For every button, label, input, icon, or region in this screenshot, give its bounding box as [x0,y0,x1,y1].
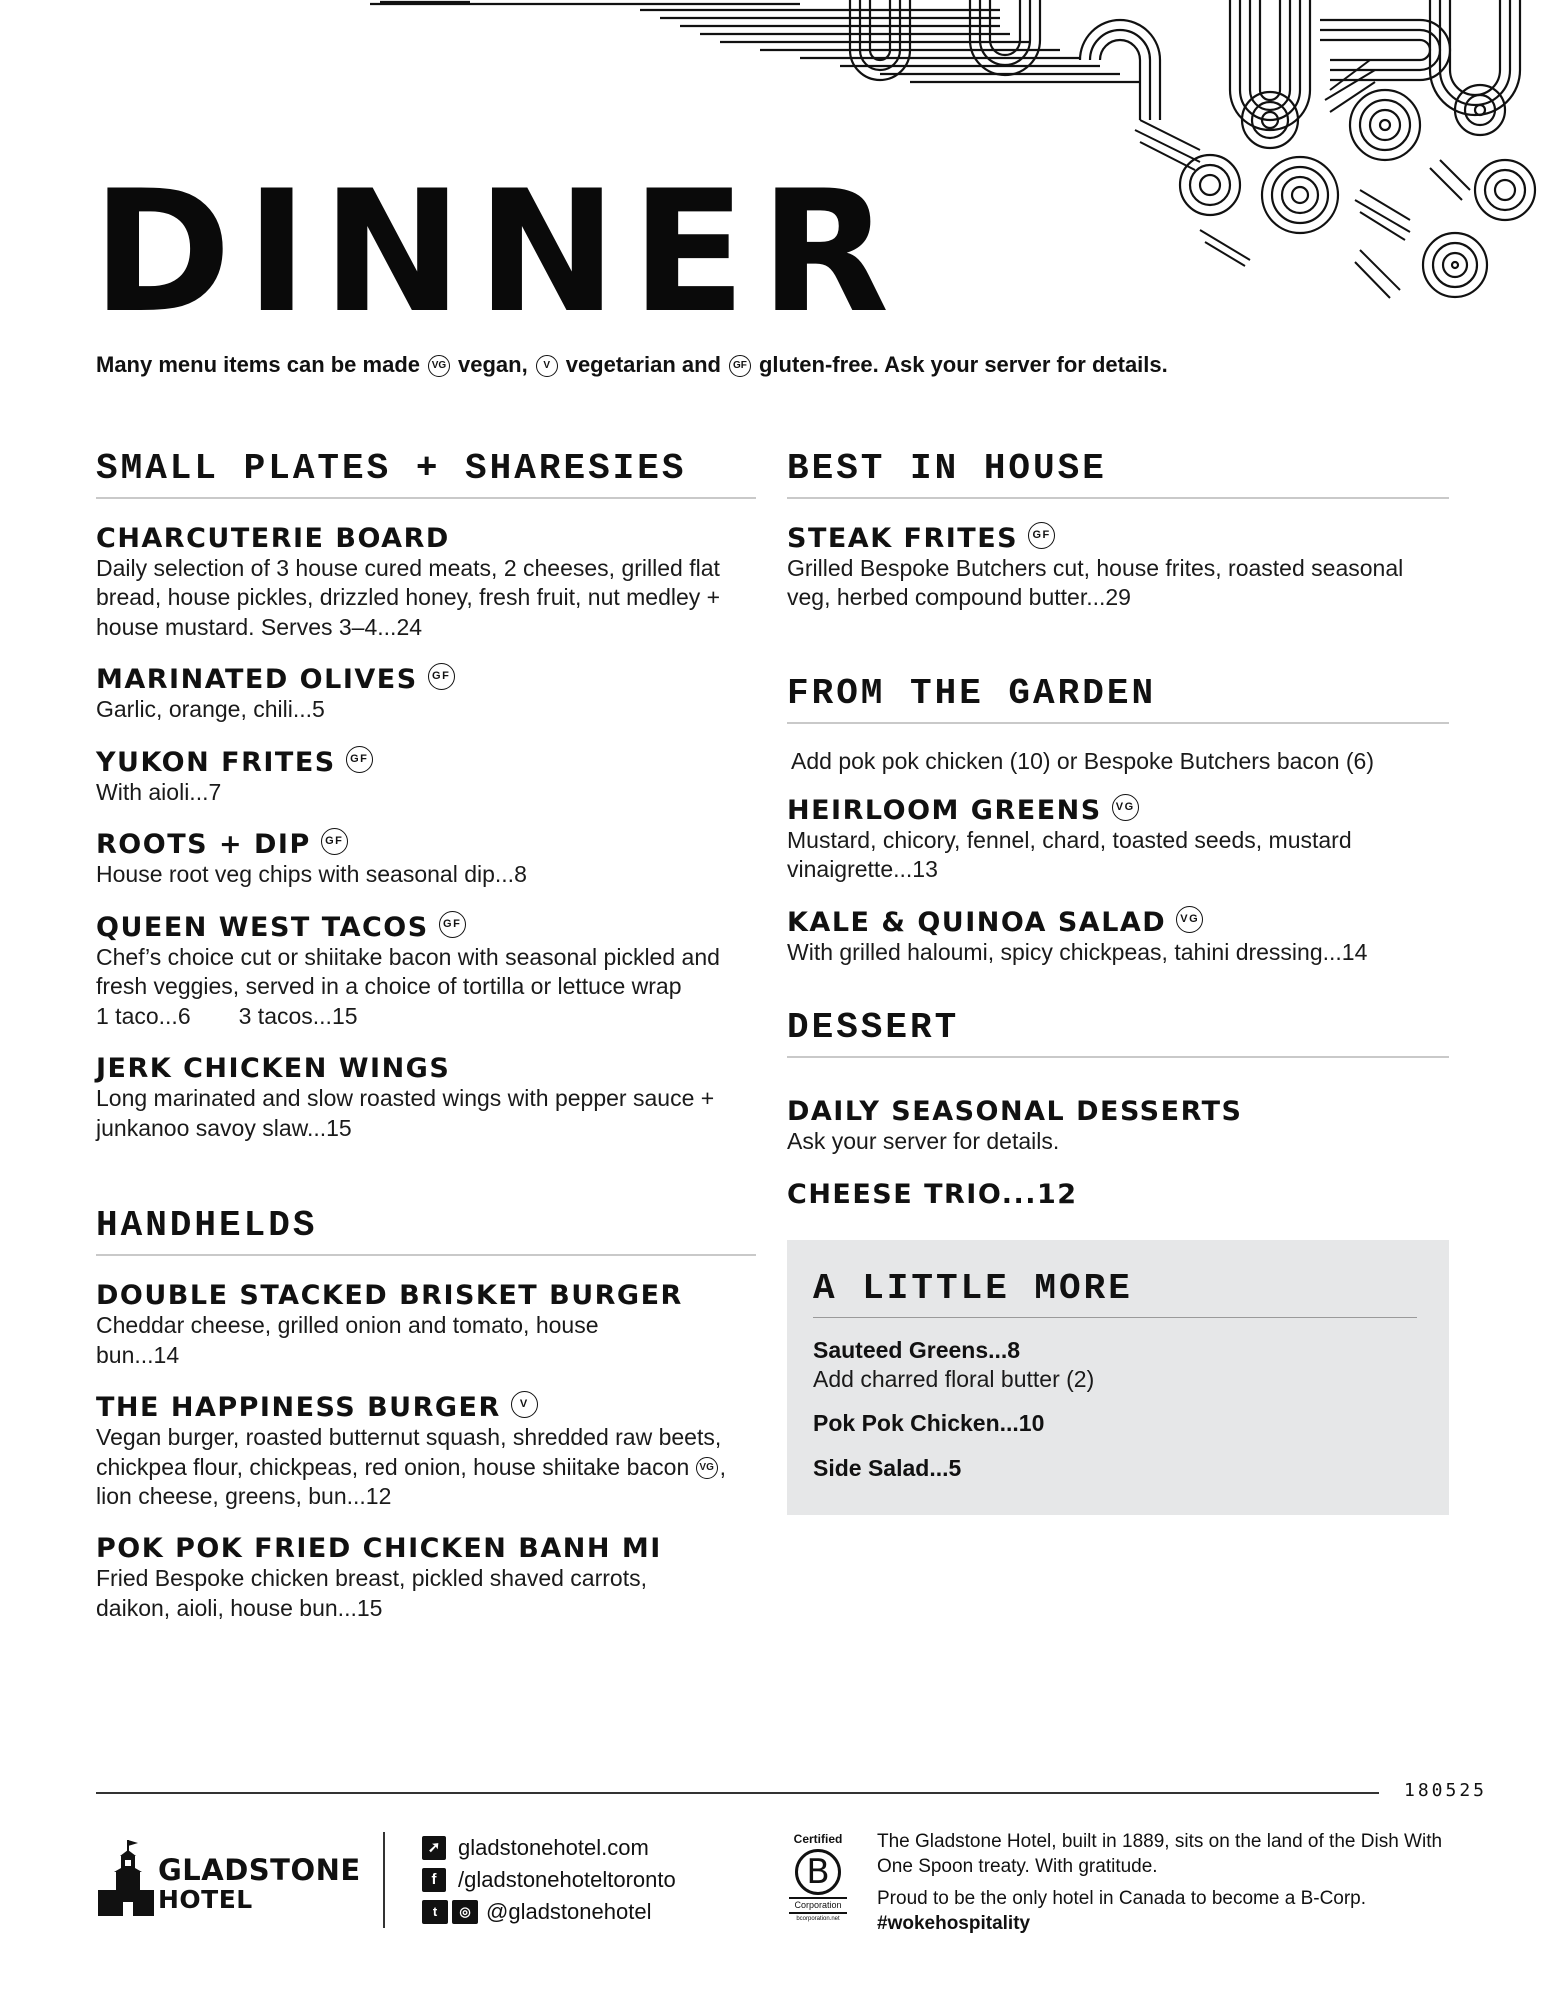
item-description: With aioli...7 [96,778,222,805]
vegan-icon: VG [1176,906,1203,933]
intro-text: gluten-free. Ask your server for details. [758,352,1168,377]
section-dessert [787,1007,1449,1210]
item-description: Long marinated and slow roasted wings with pepper sauce + junkanoo savoy slaw...15 [96,1085,715,1141]
menu-item [96,1533,756,1623]
menu-item [96,747,756,807]
item-name [96,1392,756,1423]
gladstone-logo [96,1838,361,1918]
section-heading: HANDHELDS [96,1205,756,1256]
item-description: Chef’s choice cut or shiitake bacon with seasonal pickled and fresh veggies, served in a choice of tortilla or lettuce wrap [96,943,720,1000]
side-description: Add charred floral butter (2) [813,1365,1095,1392]
menu-item [96,1280,756,1370]
section-handhelds [96,1205,756,1623]
gluten-free-icon: GF [1028,522,1055,549]
item-name-text: QUEEN WEST TACOS [96,911,429,943]
item-name-text: ROOTS + DIP [96,829,311,861]
item-name-text: STEAK FRITES [787,523,1019,554]
website-text: gladstonehotel.com [458,1835,649,1860]
item-name [96,747,756,778]
facebook-icon: f [422,1868,446,1892]
facebook-text: /gladstonehoteltoronto [458,1867,676,1892]
section-heading: SMALL PLATES + SHARESIES [96,448,756,499]
side-name: Sauteed Greens...8 [813,1336,1021,1363]
item-description-text: Vegan burger, roasted butternut squash, shredded raw beets, chickpea flour, chickpeas, red onion, house shiitake bacon [96,1424,722,1480]
cursor-icon: ➚ [422,1836,446,1860]
bcorp-corporation: Corporation [789,1897,847,1914]
section-heading: DESSERT [787,1007,1449,1058]
gluten-free-icon: GF [346,746,373,773]
bcorp-b-icon: B [795,1849,841,1895]
item-name [787,795,1449,826]
item-description: Cheddar cheese, grilled onion and tomato, house bun...14 [96,1312,599,1368]
menu-item [787,523,1449,613]
item-name: DOUBLE STACKED BRISKET BURGER [96,1280,683,1312]
item-name-text: THE HAPPINESS BURGER [96,1392,501,1424]
menu-item [96,1392,756,1511]
section-from-the-garden [787,673,1449,967]
intro-text: vegetarian and [565,352,721,377]
item-description: Fried Bespoke chicken breast, pickled shaved carrots, daikon, aioli, house bun...15 [96,1565,647,1621]
menu-item [96,1053,756,1143]
item-name [96,829,756,860]
item-description [96,1423,756,1511]
item-description: With grilled haloumi, spicy chickpeas, tahini dressing...14 [787,938,1368,965]
bcorp-url: bcorporation.net [796,1916,840,1922]
item-name [96,912,756,943]
bcorp-badge [789,1832,847,1922]
vegan-icon: VG [1112,794,1139,821]
social-links [422,1832,676,1928]
menu-item [96,912,756,1031]
instagram-twitter-link[interactable] [422,1896,676,1928]
item-name: CHEESE TRIO...12 [787,1178,1078,1210]
vegetarian-icon: V [511,1391,538,1418]
facebook-link[interactable] [422,1864,676,1896]
section-small-plates [96,448,756,1143]
side-item [813,1454,1417,1483]
side-item [813,1409,1417,1438]
item-name: JERK CHICKEN WINGS [96,1053,451,1085]
item-name: DAILY SEASONAL DESSERTS [787,1096,1243,1128]
dietary-intro [96,352,1168,378]
logo-line2: HOTEL [158,1885,253,1914]
gluten-free-icon: GF [729,355,751,377]
item-description: Daily selection of 3 house cured meats, 2 cheeses, grilled flat bread, house pickles, drizzled honey, fresh fruit, nut medley + house mustard. Serves 3–4...24 [96,555,721,640]
menu-item [787,907,1449,967]
about-text [877,1830,1457,1937]
bcorp-statement-text: Proud to be the only hotel in Canada to become a B-Corp. [877,1888,1367,1910]
bcorp-statement [877,1887,1457,1936]
vegan-icon: VG [428,355,450,377]
item-description: Garlic, orange, chili...5 [96,696,325,723]
item-name-text: YUKON FRITES [96,746,336,778]
left-column [96,448,756,1645]
menu-item [96,829,756,889]
vegetarian-icon: V [536,355,558,377]
item-name-text: MARINATED OLIVES [96,664,418,696]
menu-version-code: 180525 [1404,1780,1488,1801]
price-single: 1 taco...6 [96,1002,191,1029]
gluten-free-icon: GF [439,911,466,938]
instagram-icon: ◎ [452,1900,478,1924]
section-best-in-house [787,448,1449,613]
menu-item [787,1179,1449,1210]
item-name-text: KALE & QUINOA SALAD [787,906,1167,938]
gluten-free-icon: GF [428,663,455,690]
website-link[interactable] [422,1832,676,1864]
add-on-note: Add pok pok chicken (10) or Bespoke Butchers bacon (6) [791,747,1374,774]
item-name: CHARCUTERIE BOARD [96,523,450,554]
menu-item [787,795,1449,885]
logo-wordmark [158,1853,361,1914]
side-item [813,1336,1417,1394]
menu-item [96,523,756,642]
section-heading: A LITTLE MORE [813,1268,1417,1318]
side-name: Side Salad...5 [813,1455,962,1482]
footer-divider [96,1792,1379,1794]
intro-text: vegan, [458,352,528,377]
item-name [96,664,756,695]
item-name [787,907,1449,938]
price-triple: 3 tacos...15 [238,1002,358,1029]
price-row [96,1002,756,1031]
item-description: Grilled Bespoke Butchers cut, house frites, roasted seasonal veg, herbed compound butter...29 [787,555,1404,611]
side-name: Pok Pok Chicken...10 [813,1410,1045,1437]
item-name: POK POK FRIED CHICKEN BANH MI [96,1533,662,1565]
land-acknowledgement: The Gladstone Hotel, built in 1889, sits on the land of the Dish With One Spoon treaty. With gratitude. [877,1831,1443,1877]
social-icons [422,1900,478,1924]
twitter-icon: t [422,1900,448,1924]
footer-vertical-divider [383,1832,385,1928]
intro-text: Many menu items can be made [96,352,420,377]
handle-text: @gladstonehotel [486,1899,652,1924]
item-name-text: HEIRLOOM GREENS [787,794,1102,826]
logo-line1: GLADSTONE [158,1853,361,1887]
gluten-free-icon: GF [321,828,348,855]
page-title: DINNER [92,154,904,350]
hotel-building-icon [96,1838,156,1918]
item-description: Mustard, chicory, fennel, chard, toasted seeds, mustard vinaigrette...13 [787,826,1352,883]
vegan-icon: VG [696,1457,718,1479]
bcorp-certified: Certified [793,1832,843,1846]
a-little-more-box [787,1240,1449,1515]
item-description: Ask your server for details. [787,1128,1060,1155]
hashtag: #wokehospitality [877,1913,1031,1935]
menu-item [96,664,756,724]
section-heading: FROM THE GARDEN [787,673,1449,724]
item-description-text: , lion cheese, greens, bun...12 [96,1453,727,1509]
menu-item [787,1096,1449,1156]
item-description: House root veg chips with seasonal dip...8 [96,861,527,888]
section-heading: BEST IN HOUSE [787,448,1449,499]
right-column [787,448,1449,1515]
item-name [787,523,1449,554]
